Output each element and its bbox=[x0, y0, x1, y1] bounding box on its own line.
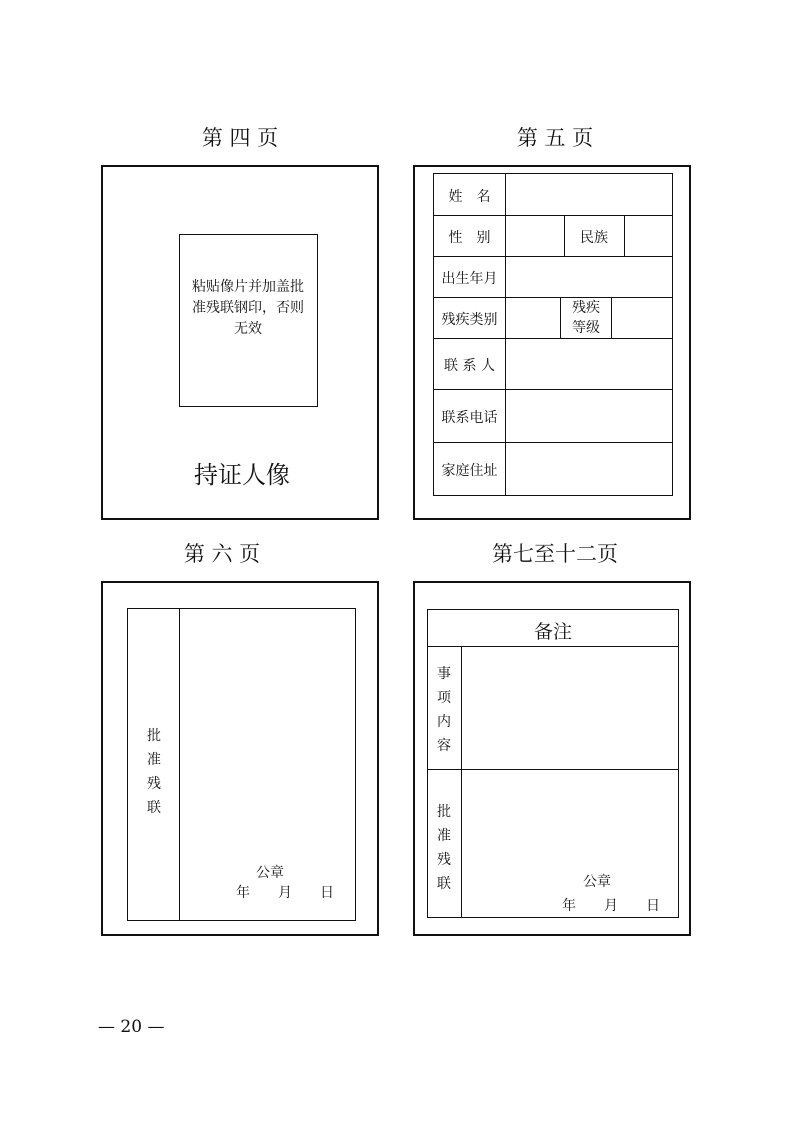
label-address: 家庭住址 bbox=[441, 463, 498, 479]
seal-label: 公章 bbox=[583, 874, 611, 890]
label-name: 姓 名 bbox=[448, 189, 491, 205]
label-ethnicity: 民族 bbox=[580, 230, 608, 246]
label-disability-level: 残疾等级 bbox=[572, 300, 600, 336]
personal-info-table bbox=[433, 173, 673, 496]
seal-label: 公章 bbox=[256, 865, 284, 881]
page6-title: 第 六 页 bbox=[183, 542, 261, 566]
approval-table bbox=[127, 608, 356, 921]
page4-title: 第 四 页 bbox=[201, 126, 279, 150]
label-gender: 性 别 bbox=[448, 230, 491, 246]
page-number: — 20 — bbox=[98, 1017, 165, 1037]
date-line: 年 月 日 bbox=[236, 885, 334, 901]
page7-12-title: 第七至十二页 bbox=[492, 542, 618, 566]
approver-side-label: 批准残联 bbox=[147, 728, 161, 816]
remarks-header: 备注 bbox=[533, 621, 572, 643]
photo-placeholder bbox=[179, 234, 318, 407]
matters-label: 事项内容 bbox=[437, 666, 451, 754]
page5-title: 第 五 页 bbox=[516, 126, 594, 150]
label-disability-type: 残疾类别 bbox=[441, 312, 498, 328]
photo-note: 粘贴像片并加盖批准残联钢印，否则无效 bbox=[192, 279, 304, 337]
approver-label: 批准残联 bbox=[437, 804, 451, 892]
page5-frame bbox=[413, 165, 691, 520]
page6-frame bbox=[101, 581, 379, 936]
label-contact: 联 系 人 bbox=[444, 358, 495, 374]
label-birth: 出生年月 bbox=[441, 271, 498, 287]
page7-12-frame bbox=[413, 581, 691, 936]
page4-frame bbox=[101, 165, 379, 520]
label-phone: 联系电话 bbox=[441, 410, 498, 426]
date-line: 年 月 日 bbox=[562, 898, 660, 914]
portrait-caption: 持证人像 bbox=[194, 461, 290, 489]
remarks-table bbox=[427, 609, 679, 918]
